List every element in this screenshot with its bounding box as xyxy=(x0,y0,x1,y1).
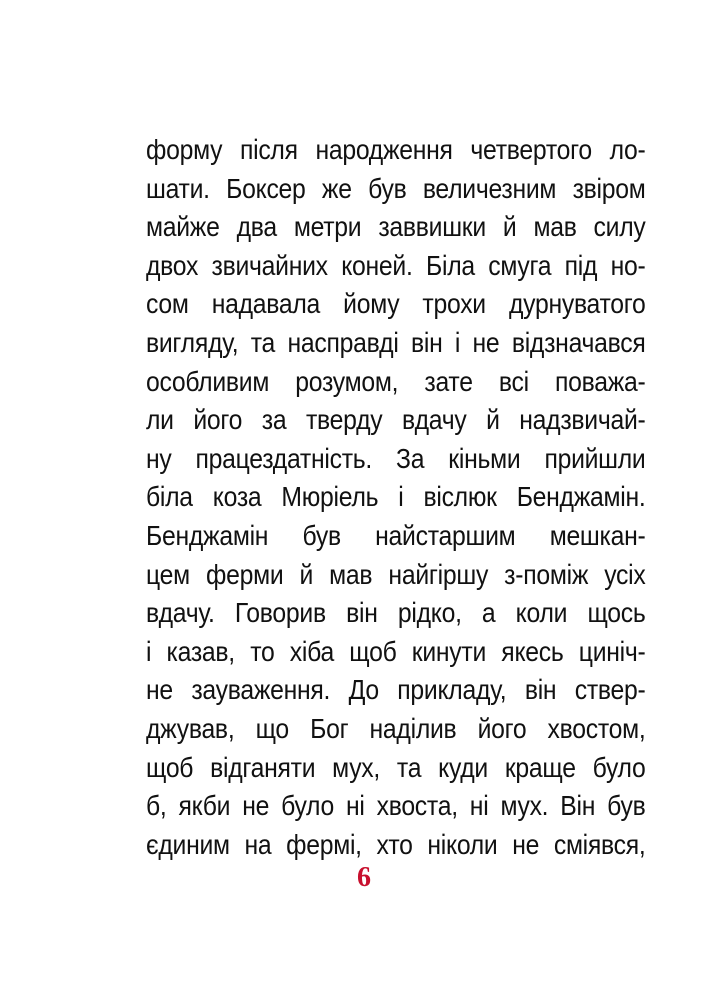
text-line-18: б, якби не було ні хвоста, ні мух. Він був xyxy=(146,790,646,822)
text-line-12: цем ферми й мав найгіршу з-поміж усіх xyxy=(146,558,646,590)
text-line-7: особливим розумом, зате всі поважа- xyxy=(146,365,646,397)
text-line-11: Бенджамін був найстаршим мешкан- xyxy=(146,519,646,551)
text-line-5: сом надавала йому трохи дурнуватого xyxy=(146,288,646,320)
text-line-19: єдиним на фермі, хто ніколи не сміявся, xyxy=(146,828,646,860)
body-text xyxy=(146,131,646,864)
text-line-3: майже два метри заввишки й мав силу xyxy=(146,211,646,243)
text-line-6: вигляду, та насправді він і не відзначався xyxy=(146,326,646,358)
text-line-13: вдачу. Говорив він рідко, а коли щось xyxy=(146,597,646,629)
text-line-15: не зауваження. До прикладу, він ствер- xyxy=(146,674,646,706)
page-number: 6 xyxy=(357,862,371,893)
text-line-17: щоб відганяти мух, та куди краще було xyxy=(146,751,646,783)
text-line-1: форму після народження четвертого ло- xyxy=(146,134,646,165)
text-line-14: і казав, то хіба щоб кинути якесь циніч- xyxy=(146,635,646,667)
text-line-2: шати. Боксер же був величезним звіром xyxy=(146,172,646,204)
text-line-10: біла коза Мюріель і віслюк Бенджамін. xyxy=(146,481,646,513)
text-line-4: двох звичайних коней. Біла смуга під но- xyxy=(146,249,646,281)
text-line-8: ли його за тверду вдачу й надзвичай- xyxy=(146,404,646,436)
text-line-9: ну працездатність. За кіньми прийшли xyxy=(146,442,646,474)
text-line-16: джував, що Бог наділив його хвостом, xyxy=(146,712,646,744)
